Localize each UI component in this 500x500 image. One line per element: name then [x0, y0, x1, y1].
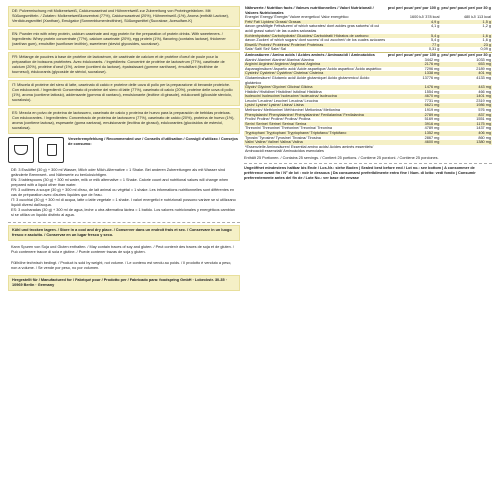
row-value-100g: 5,4 g [387, 34, 441, 39]
row-value-30g: 1,6 g [440, 34, 492, 39]
row-label: Phenylalanin/ Phenylalanine/ Phénylalanine/ Fenilalanina/ Fenilalanina [244, 113, 387, 118]
row-value-30g: 0,09 g [480, 47, 491, 52]
row-value-30g: 466 mg [478, 89, 491, 94]
row-value-30g: 1033 mg [476, 57, 491, 62]
row-value-100g: 3916 mg [387, 122, 441, 127]
row-value-30g: 1437 mg [476, 126, 491, 131]
preparation-block [8, 166, 240, 220]
nutrition-table [244, 6, 492, 154]
de-ingredients-block [8, 6, 240, 27]
prep-it: IT: 3 cucchiai (30 g) + 300 ml di acqua, latte o latte vegetale = 1 shake. I valori energetici e nutrizionali possono variare se si utilizzano liquidi diversi dall'acqua. [11, 198, 236, 207]
row-value-100g: 77 g [387, 43, 441, 48]
manufacturer-block [8, 275, 240, 291]
row-value-100g: 5,4 g [430, 38, 440, 43]
amino-row [244, 145, 492, 154]
row-value-30g: 860 mg [478, 135, 491, 140]
row-value-100g: 2867 mg [424, 135, 440, 140]
preparation-heading: Verzehrempfehlung / Recommended use / Conseils d'utilisation / Consigli d'utilizzo / Consejos de consumo: [68, 137, 238, 146]
row-value-30g: 1,2 g [482, 24, 491, 29]
row-label: Lysin/ Lysine/ Lysine/ Lisina/ Lisina [244, 103, 387, 108]
fr-ingredients: FR: Mélange de poudres à base de protéine de lactosérum, de caséinate de calcium et de protéine d'oeuf de poule pour la préparation de boissons protéinées. Avec édulcorants. / Ingrédients: Concentré de protéine de lactosérum (77%), caséinate de calcium (20%), protéine d'oeuf (1%), arôme (contient du lactose), épaississant (gomme xanthane), émulsifiant (lécithine de tournesol), édulcorants (glycoside de stéviol, sucralose). [12, 55, 225, 74]
row-label: Methionin/ Methionine/ Méthionine/ Metionina/ Metionina [245, 108, 340, 113]
bbd-block [244, 166, 492, 181]
es-ingredients: ES: Mezcla en polvo de proteína de lactosuero, caseinato de calcio y proteína de huevo para la preparación de bebidas proteicas. Con edulcorantes. / Ingredientes: Concentrado de proteína de lactosuero (77%), caseinato de calcio (20%), proteína de huevo (1%), aroma (contiene lactosa), espesante (goma xantana), emulsionante (lecitina de girasol), edulcorantes (glucósidos de esteviol, sucralosa). [12, 111, 235, 130]
fr-ingredients-block [8, 52, 240, 78]
row-label: davon gesättigte Fettsäuren/ of which saturates/ dont acides gras saturés/ di cui acidi grassi saturi/ de las cuales saturadas [245, 24, 380, 33]
row-value-30g: 443 mg [440, 85, 492, 90]
row-value-100g: 2789 mg [387, 113, 441, 118]
row-label: Energie/ Energy/ Énergie/ Valore energetico/ Valor energético [245, 15, 349, 20]
row-label: Valin/ Valine/ Valine/ Valina/ Valina [244, 140, 387, 145]
row-label: Prolin/ Proline/ Proline/ Prolina/ Prolina [245, 117, 311, 122]
shaker-cup-icon [38, 137, 64, 163]
row-value-30g: 406 mg [440, 131, 492, 136]
it-ingredients-block [8, 80, 240, 106]
row-value-30g: 1175 mg [440, 122, 492, 127]
row-value-30g: 1,5 g [440, 20, 492, 25]
row-value-100g: 4,9 g [387, 20, 441, 25]
row-value-30g [440, 145, 492, 154]
row-value-100g: 4789 mg [424, 126, 440, 131]
prep-en: EN: 3 tablespoons (30 g) + 300 ml water, milk or milk alternative = 1 Shake. Calorie count and nutritional values will change when prepared with a liquid other than water. [11, 178, 229, 187]
row-value-100g: 1600 kJ/ 378 kcal [409, 15, 440, 20]
amino-header-30g: pro/ per/ pour/ per/ por 30 g [441, 52, 491, 57]
row-value-30g: 1,6 g [482, 38, 491, 43]
row-value-100g: 1338 mg [387, 71, 441, 76]
row-label: Histidin/ Histidine/ Histidine/ Istidina/ Histidina [245, 89, 322, 94]
servings-text: Enthält 25 Portionen. / Contains 25 servings. / Contient 25 portions. / Contiene 25 porzioni. / Contiene 25 porciones. [244, 156, 439, 160]
amino-header-100g: pro/ per/ pour/ per/ por 100 g [387, 52, 440, 57]
row-value-30g: 480 kJ/ 113 kcal [463, 15, 491, 20]
allergen-block [8, 243, 240, 257]
es-ingredients-block [8, 108, 240, 134]
row-value-100g [387, 145, 441, 154]
row-value-30g: 1401 mg [440, 94, 492, 99]
divider [8, 222, 240, 223]
row-value-30g: 2319 mg [476, 98, 491, 103]
amino-row [244, 76, 492, 85]
row-value-30g: 4133 mg [476, 75, 491, 80]
nutrition-header-row [244, 6, 492, 15]
nutrition-header-100g: pro/ per/ pour/ per/ por 100 g [387, 6, 440, 10]
row-label: Glutaminsäure/ Glutamic acid/ Acide glutamique/ Acido glutammico/ Ácido glutámico [245, 75, 370, 85]
row-value-100g: 0,31 g [428, 47, 440, 52]
preparation-row [8, 137, 240, 163]
en-ingredients-block [8, 29, 240, 50]
row-value-30g: 1986 mg [440, 103, 492, 108]
row-label: Glycin/ Glycine/ Glycine/ Glicina/ Glicina [244, 85, 387, 90]
row-value-100g: 6621 mg [387, 103, 441, 108]
allergen-text: Kann Spuren von Soja und Gluten enthalten. / May contain traces of soy and gluten. / Peut contenir des traces de soja et de gluten. / Può contenere tracce di soia e glutine. / Puede contener trazas de soja y gluten. [11, 245, 234, 254]
row-label: Salz/ Salt/ Sel/ Sale/ Sal [245, 47, 286, 52]
row-label: Arginin/ Arginine/ Arginine/ Arginina/ Arginina [244, 62, 387, 67]
row-label: Serin/ Serine/ Sérine/ Serina/ Serina [244, 122, 387, 127]
row-value-100g: 4600 mg [387, 140, 441, 145]
row-label: Tyrosin/ Tyrosine/ Tyrosine/ Tirosina/ Tirosina [245, 135, 321, 140]
row-label: Kohlenhydrate/ Carbohydrate/ Glucides/ Carboidrati/ Hidratos de carbono [244, 34, 387, 39]
prep-fr: FR: 3 cuillères à soupe (30 g) + 300 ml d'eau, de lait animal ou végétal = 1 shake. Les informations nutritionnelles sont différentes en cas de préparation avec d'autres liquides que de l'eau. [11, 188, 235, 197]
row-value-30g: 1380 mg [440, 140, 492, 145]
prep-de: DE: 3 Esslöffel (30 g) + 300 ml Wasser, Milch oder Milch-Alternative = 1 Shake. Bei anderen Zubereitungen als mit Wasser sind geänderte Brennwert- und Nährwerte zu berücksichtigen. [11, 168, 226, 177]
row-label: Leucin/ Leucine/ Leucine/ Leucina/ Leucina [245, 98, 318, 103]
row-label: davon Zucker/ of which sugars/ dont sucres/ di cui zuccheri/ de los cuales azúcares [245, 38, 386, 43]
nutrition-column [244, 6, 492, 494]
weight-text: Füllhöhe technisch bedingt. / Product is sold by weight, not volume. / Le contenu est vendu au poids. / Il prodotto è venduto a peso, non a volume. / Se vende por peso, no por volumen. [11, 261, 232, 270]
servings-block [244, 156, 492, 161]
row-value-30g: 576 mg [478, 108, 491, 113]
en-ingredients: EN: Powder mix with whey protein, calcium caseinate and egg protein for the preparation of protein drinks. With sweeteners. / Ingredients: Whey protein concentrate (77%), calcium caseinate (20%), egg protein (1%), flavoring (contains lactose), thickener (xanthan gum), emulsifier (sunflower lecithin), sweetener (steviol glycosides, sucralose). [12, 32, 226, 46]
amino-header-label: Aminosäuren / Amino acids / Acides aminés / Aminoacidi / Aminoácidos [244, 52, 387, 57]
weight-block [8, 259, 240, 273]
row-label: *Essenzielle Aminosäuren/ Essential amino acids/ Acides aminés essentiels/ Aminoacidi essenziali/ Aminoácidos esenciales [245, 144, 374, 154]
bbd-text: Ungeöffnet mindestens haltbar bis Ende / Los-Nr.: siehe Boden | Sealed best before end / Lot no.: see bottom | A consommer de préférence avant fin / N° de lot : voir le dessous | Da consumarsi preferibilmente entro fine / Num. di lotto: vedi fondo | Consumir preferentemente antes del fin de / Lote No.: ver base del envase [244, 166, 476, 180]
row-label: Cystein/ Cysteine/ Cystéine/ Cisteina/ Cisteína [244, 71, 387, 76]
nutrition-header-label: Nährwerte / Nutrition facts / Valeurs nutritionnelles / Valori Nutrizionali / Valores Nutricionales [245, 6, 374, 15]
storage-block [8, 225, 240, 241]
row-value-100g: 13776 mg [422, 75, 440, 80]
row-label: Eiweiß/ Protein/ Protéines/ Proteine/ Proteínas [244, 43, 387, 48]
row-value-100g: 4670 mg [387, 94, 441, 99]
row-value-100g: 1352 mg [387, 131, 441, 136]
row-label: Asparaginsäure/ Aspartic acid/ Acide aspartique/ Acido aspartico/ Ácido aspártico [245, 66, 382, 71]
nutrition-row [244, 24, 492, 33]
row-value-30g: 23 g [440, 43, 492, 48]
row-value-100g: 1554 mg [424, 89, 440, 94]
storage-text: Kühl und trocken lagern. / Store in a cool and dry place. / Conserver dans un endroit frais et sec. / Conservare in un luogo fresco e asciutto. / Conservar en un lugar fresco y seco. [12, 228, 232, 237]
divider [244, 163, 492, 164]
row-value-100g: 4,1 g [430, 24, 440, 29]
row-label: Tryptophan/ Tryptophan/ Tryptophane/ Triptofano/ Triptófano [244, 131, 387, 136]
scoop-icon [8, 137, 34, 163]
it-ingredients: IT: Miscela di proteine del siero di latte, caseinato di calcio e proteine delle uova di pollo per la preparazione di bevande proteiche. Con edulcoranti. / Ingredienti: Concentrato di proteine del siero di latte (77%), caseinato di calcio (20%), proteine delle uova di pollo (1%), aroma (contiene lattosio), addensante (gomma di xantano), emulsionante (lecitine di girasole), edulcoranti (glicoside steviolo, sucralosio). [12, 83, 233, 102]
row-value-30g: 653 mg [440, 62, 492, 67]
row-label: Fett/ Fat/ Lipides/ Grassi/ Grasas [244, 20, 387, 25]
row-value-30g: 837 mg [440, 113, 492, 118]
de-ingredients: DE: Pulvermischung mit Molkeneiweiß, Calciumcaseinat und Hühnereiweiß zur Zubereitung von Proteingetränken. Mit Süßungsmitteln. / Zutaten: Molkeneiweißkonzentrat (77%), Calciumcaseinat (20%), Hühnereiweiß (1%), Aroma (enthält Lactose), Verdickungsmittel (Xanthan), Emulgator (Sonnenblumenlecithine), Süßungsmittel (Sucralose, Acesulfam-K) [12, 9, 229, 23]
row-value-30g: 1551 mg [476, 117, 491, 122]
row-value-100g: 1919 mg [424, 108, 440, 113]
row-value-30g: 401 mg [440, 71, 492, 76]
ingredients-column [8, 6, 240, 494]
manufacturer-text: Hergestellt für / Manufactured for / Fabriqué pour / Prodotto per / Fabricado para: foodspring GmbH · Lobeckstr. 30-35 · 10969 Berlin · Germany [12, 278, 227, 287]
row-value-100g: 3442 mg [424, 57, 440, 62]
nutrition-header-30g: pro/ per/ pour/ per/ por 30 g [441, 6, 491, 10]
row-value-100g: 2176 mg [387, 62, 441, 67]
row-value-30g: 2189 mg [476, 66, 491, 71]
row-value-100g: 7731 mg [424, 98, 440, 103]
prep-es: ES: 3 cucharadas (30 g) + 300 ml de agua, leche u otra alternativa láctea = 1 batido. Los valores nutricionales y energéticos cambian si se utiliza un líquido distinto al agua. [11, 208, 235, 217]
row-label: Isoleucin/ Isoleucine/ Isoleucine/ Isoleucina/ Isoleucina [244, 94, 387, 99]
row-value-100g: 5169 mg [424, 117, 440, 122]
row-value-100g: 7296 mg [424, 66, 440, 71]
row-label: Threonin/ Threonine/ Thréonine/ Treonina/ Treonina [245, 126, 333, 131]
amino-header-row [244, 52, 492, 57]
row-value-100g: 1476 mg [387, 85, 441, 90]
row-label: Alanin/ Alanine/ Alanine/ Alanina/ Alanina [245, 57, 314, 62]
